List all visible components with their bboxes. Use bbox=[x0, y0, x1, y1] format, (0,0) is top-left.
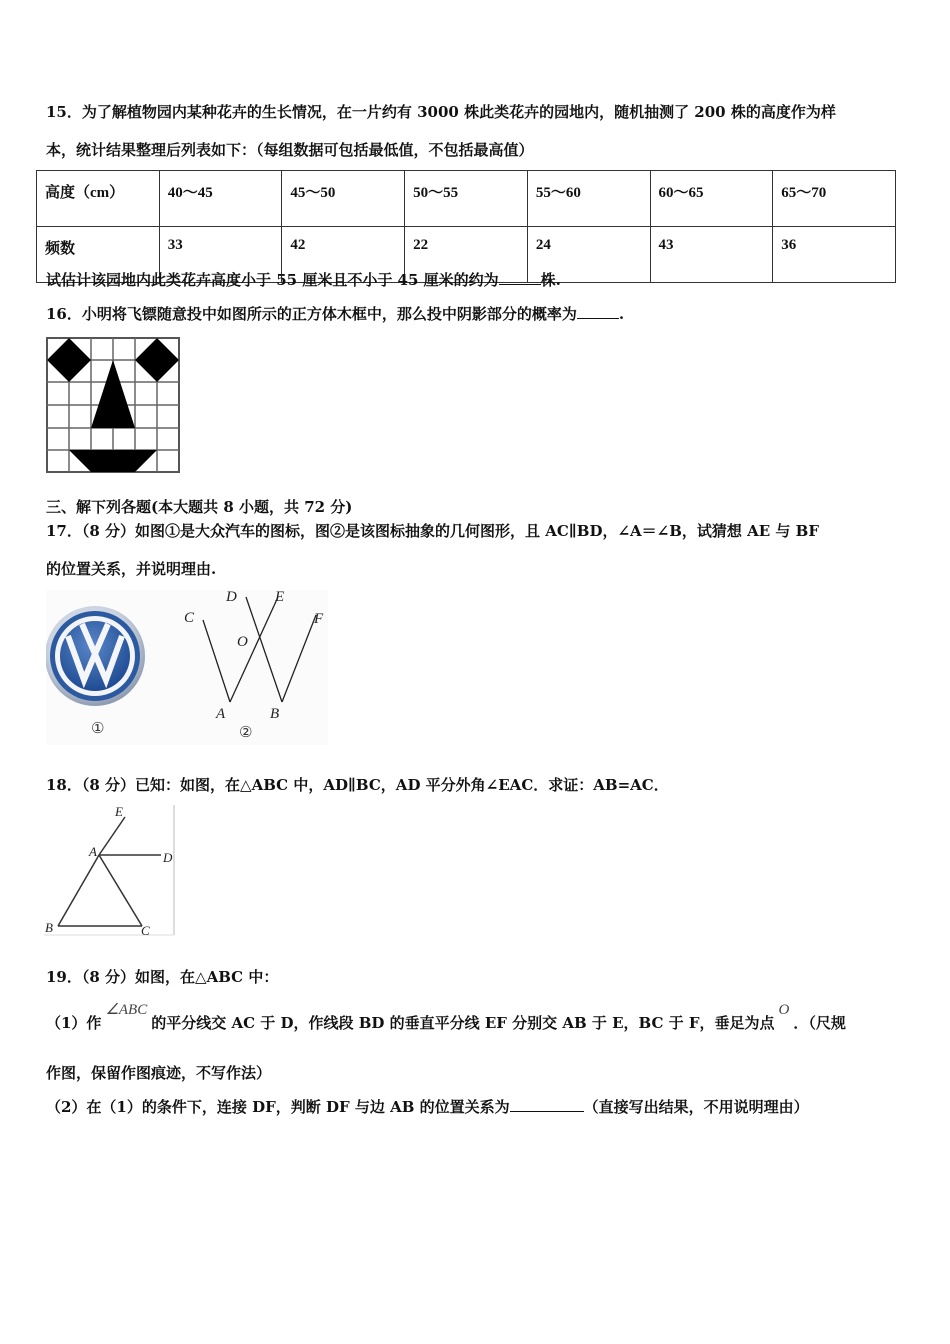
label-E: E bbox=[275, 590, 285, 605]
table-cell: 42 bbox=[282, 227, 405, 283]
table-cell: 24 bbox=[527, 227, 650, 283]
label-D: D bbox=[163, 850, 173, 865]
label-C: C bbox=[141, 923, 150, 937]
frequency-table bbox=[36, 170, 896, 283]
point-o-symbol: O bbox=[778, 1002, 790, 1018]
label-B: B bbox=[45, 920, 53, 935]
vw-figures bbox=[46, 590, 328, 745]
q19-part1-line2: 作图，保留作图痕迹，不写作法） bbox=[46, 1064, 272, 1082]
table-cell: 40～45 bbox=[159, 171, 282, 227]
q17-line2: 的位置关系，并说明理由. bbox=[46, 560, 217, 578]
q19-part1-suffix: ．（尺规 bbox=[793, 1014, 846, 1032]
q16-text bbox=[46, 304, 624, 324]
dartboard-grid-figure bbox=[46, 337, 180, 473]
q17-figure bbox=[46, 590, 328, 745]
label-B: B bbox=[270, 706, 280, 722]
triangle-shape bbox=[91, 360, 135, 428]
q19-part2-text: （2）在（1）的条件下，连接 DF，判断 DF 与边 AB 的位置关系为 bbox=[46, 1098, 510, 1116]
table-cell: 33 bbox=[159, 227, 282, 283]
q16-question-suffix: . bbox=[618, 305, 625, 323]
answer-blank bbox=[510, 1097, 584, 1112]
angle-abc-symbol: ∠ABC bbox=[105, 1002, 148, 1018]
q19-intro: 19．（8 分）如图，在△ABC 中： bbox=[46, 968, 279, 986]
left-diamond-shape bbox=[47, 338, 91, 382]
q19-part1-body: 的平分线交 AC 于 D，作线段 BD 的垂直平分线 EF 分别交 AB 于 E，BC 于 F，垂足为点 bbox=[151, 1014, 775, 1032]
label-E: E bbox=[115, 805, 123, 819]
table-cell: 50～55 bbox=[405, 171, 528, 227]
fig2-caption: ② bbox=[239, 723, 253, 741]
q17-line1: 17．（8 分）如图①是大众汽车的图标，图②是该图标抽象的几何图形，且 AC∥BD，∠A＝∠B，试猜想 AE 与 BF bbox=[46, 522, 819, 540]
label-D: D bbox=[226, 590, 237, 605]
label-A: A bbox=[89, 844, 97, 859]
answer-blank bbox=[577, 304, 619, 319]
table-cell: 55～60 bbox=[527, 171, 650, 227]
trapezoid-shape bbox=[69, 450, 157, 472]
q15-line2: 本，统计结果整理后列表如下：（每组数据可包括最低值，不包括最高值） bbox=[46, 141, 534, 159]
q19-part2 bbox=[46, 1097, 809, 1117]
fig1-caption: ① bbox=[91, 719, 105, 737]
table-cell: 45～50 bbox=[282, 171, 405, 227]
q15-line1: 15．为了解植物园内某种花卉的生长情况，在一片约有 3000 株此类花卉的园地内，随机抽测了 200 株的高度作为样 bbox=[46, 103, 836, 121]
vw-logo-icon bbox=[46, 606, 145, 706]
q18-text: 18．（8 分）已知：如图，在△ABC 中，AD∥BC，AD 平分外角∠EAC．求证：AB=AC． bbox=[46, 776, 669, 794]
table-cell: 43 bbox=[650, 227, 773, 283]
q18-triangle-figure bbox=[44, 805, 176, 937]
table-cell: 36 bbox=[773, 227, 896, 283]
q15-question bbox=[46, 270, 561, 290]
label-F: F bbox=[314, 611, 324, 627]
section-title: 三、解下列各题(本大题共 8 小题，共 72 分) bbox=[46, 498, 353, 516]
q19-part2-suffix: （直接写出结果，不用说明理由） bbox=[583, 1098, 809, 1116]
row-header-frequency: 频数 bbox=[37, 227, 160, 283]
w-geometry bbox=[203, 597, 316, 702]
right-diamond-shape bbox=[135, 338, 179, 382]
q19-part1-prefix: （1）作 bbox=[46, 1014, 102, 1032]
q15-question-suffix: 株. bbox=[540, 271, 561, 289]
table-cell: 60～65 bbox=[650, 171, 773, 227]
answer-blank bbox=[499, 270, 541, 285]
row-header-height: 高度（cm） bbox=[37, 171, 160, 227]
label-A: A bbox=[216, 706, 226, 722]
label-C: C bbox=[184, 610, 195, 626]
q19-part1 bbox=[46, 1002, 846, 1034]
q15-question-text: 试估计该园地内此类花卉高度小于 55 厘米且不小于 45 厘米的约为 bbox=[46, 271, 499, 289]
table-row-height bbox=[37, 171, 896, 227]
table-cell: 22 bbox=[405, 227, 528, 283]
q19-line1 bbox=[46, 967, 278, 987]
label-O: O bbox=[237, 634, 248, 650]
table-cell: 65～70 bbox=[773, 171, 896, 227]
q16-question-text: 16．小明将飞镖随意投中如图所示的正方体木框中，那么投中阴影部分的概率为 bbox=[46, 305, 577, 323]
